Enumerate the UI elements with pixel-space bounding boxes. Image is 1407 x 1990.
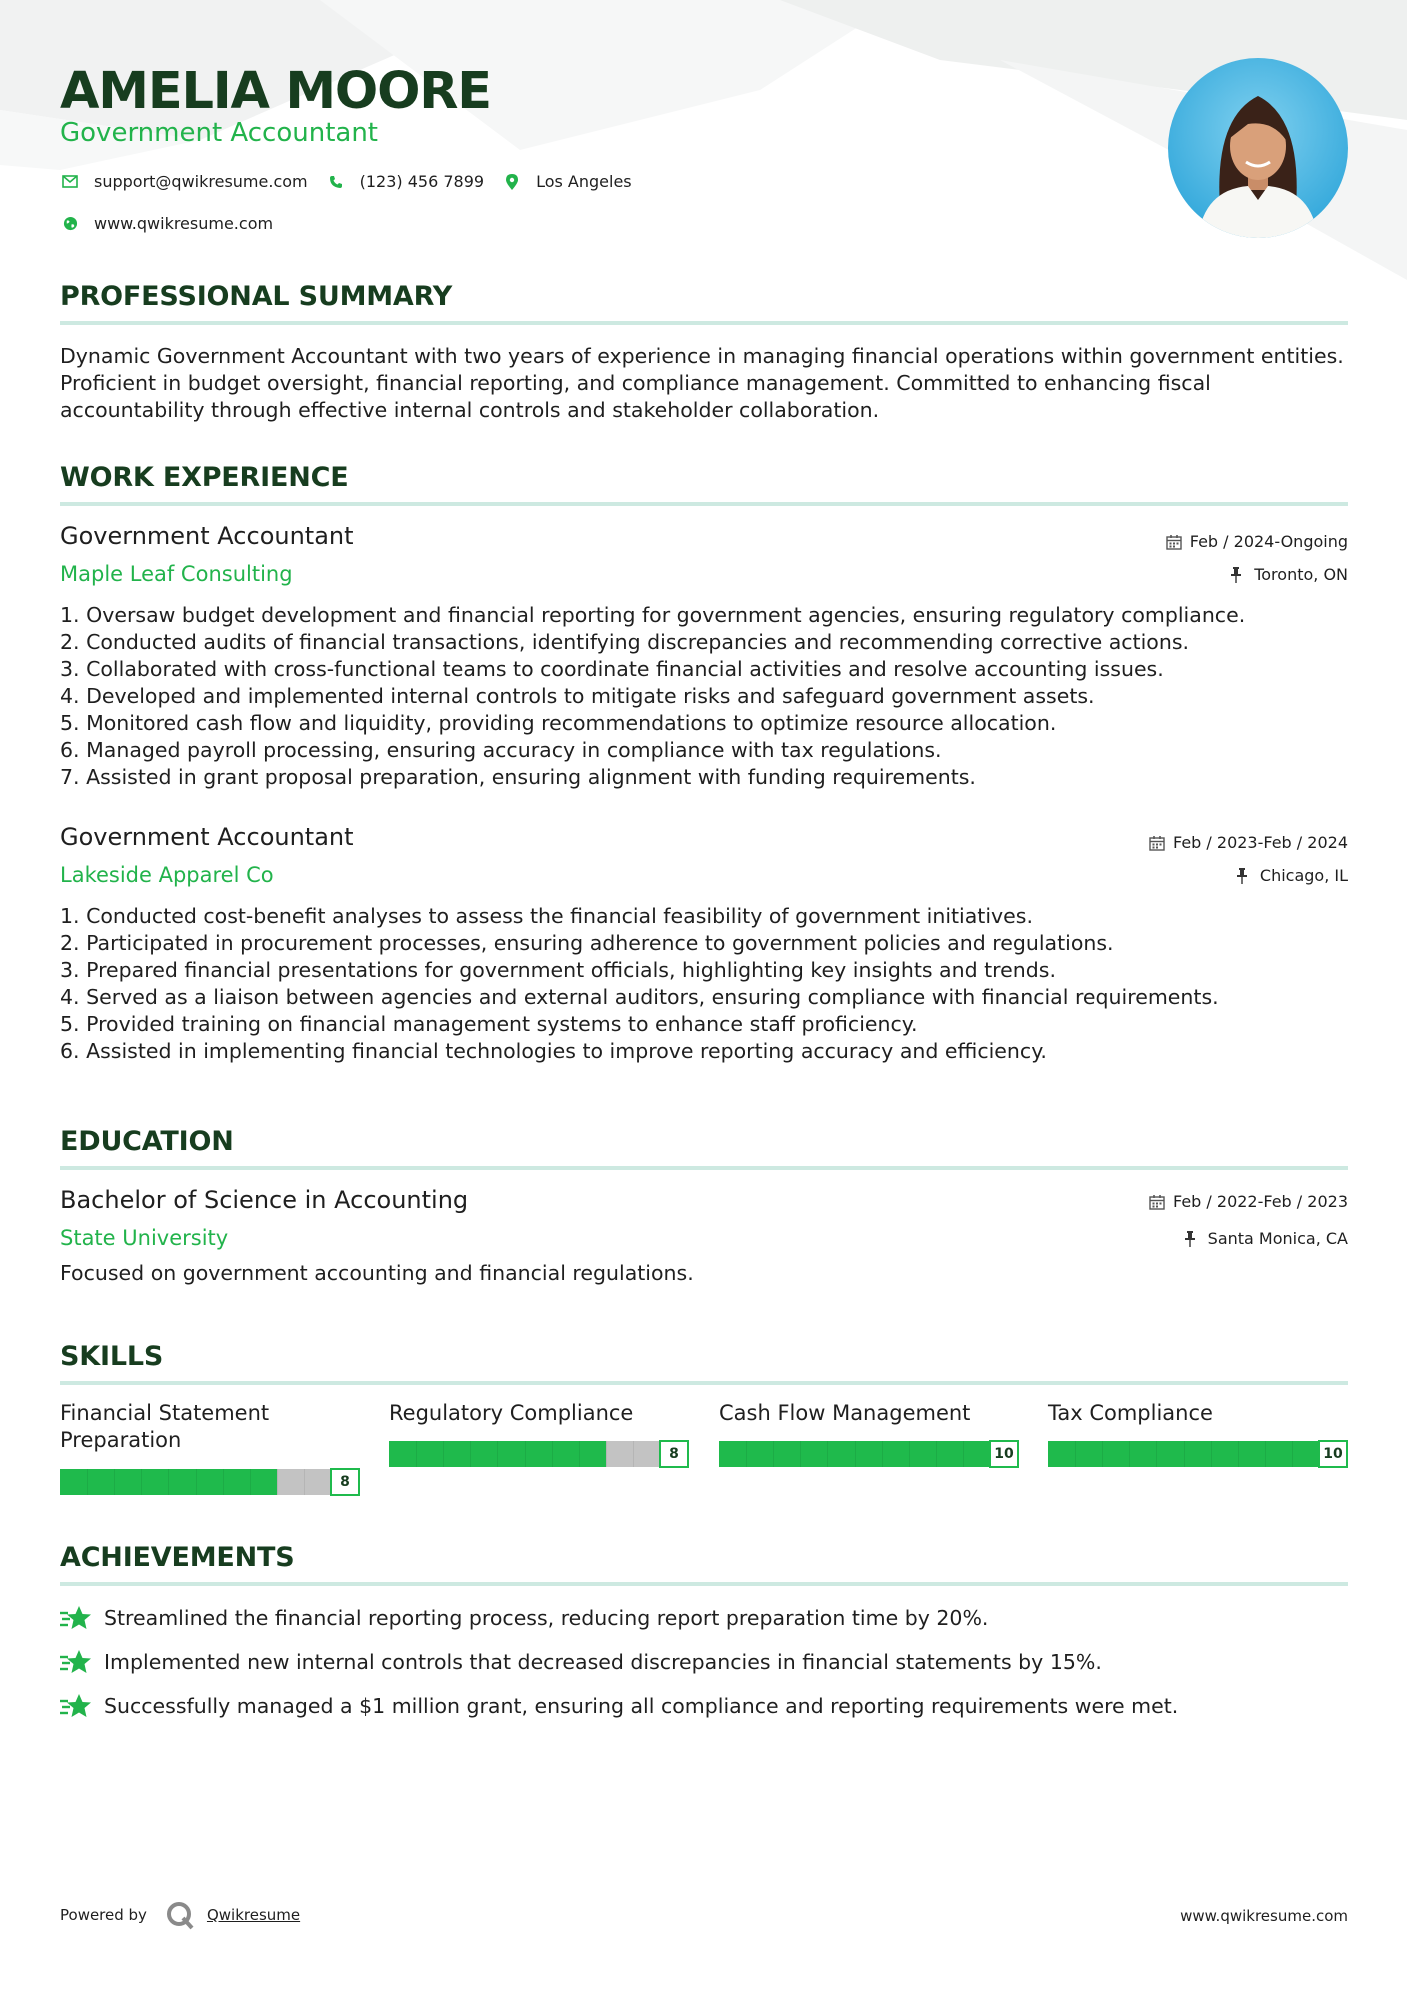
phone-icon	[326, 173, 346, 191]
skill-bar-segment	[827, 1441, 828, 1467]
skill-bar-segment	[1292, 1441, 1293, 1467]
job-location	[1236, 866, 1348, 885]
education-location	[1184, 1229, 1348, 1248]
skill-bar-segment	[114, 1469, 115, 1495]
skill-level-bar	[1048, 1440, 1348, 1468]
skill-bar-segment	[963, 1441, 964, 1467]
footer-website-link[interactable]: www.qwikresume.com	[1180, 1907, 1348, 1925]
job-title: Government Accountant	[60, 823, 354, 851]
education-location-text: Santa Monica, CA	[1207, 1229, 1348, 1248]
skill-bar-segment	[746, 1441, 747, 1467]
skill-bar-segment	[1238, 1441, 1239, 1467]
school-name: State University	[60, 1226, 229, 1250]
skill-score: 10	[1318, 1440, 1348, 1468]
skill-bar-segment	[633, 1441, 634, 1467]
job-bullets	[60, 903, 1348, 1065]
star-icon	[60, 1604, 92, 1632]
skill-bar-segment	[250, 1469, 251, 1495]
skill-bar-segment	[277, 1469, 278, 1495]
skill-item	[719, 1400, 1019, 1462]
job-bullets	[60, 602, 1348, 791]
education-dates-text: Feb / 2022-Feb / 2023	[1173, 1192, 1348, 1211]
skill-bar-segment	[223, 1469, 224, 1495]
qwikresume-link[interactable]: Qwikresume	[206, 1906, 301, 1924]
skill-bar-segment	[1265, 1441, 1266, 1467]
achievement-text: Successfully managed a $1 million grant, ensuring all compliance and reporting requirements were met.	[104, 1694, 1179, 1718]
section-divider	[60, 502, 1348, 506]
calendar-icon	[1149, 835, 1165, 851]
skill-score: 8	[659, 1440, 689, 1468]
skill-bar-segment	[470, 1441, 471, 1467]
section-title-skills: SKILLS	[60, 1341, 164, 1372]
skill-level-bar	[389, 1440, 689, 1468]
candidate-role: Government Accountant	[60, 118, 378, 148]
contact-row	[60, 172, 632, 191]
qwikresume-logo-icon	[165, 1900, 195, 1930]
job-title: Government Accountant	[60, 522, 354, 550]
skill-bar-segment	[416, 1441, 417, 1467]
profile-photo	[1168, 58, 1348, 238]
skill-bar-segment	[1156, 1441, 1157, 1467]
skill-bar-segment	[606, 1441, 607, 1467]
list-item: 5. Monitored cash flow and liquidity, providing recommendations to optimize resource allocation.	[60, 711, 1057, 735]
globe-icon	[60, 215, 80, 233]
location-text: Los Angeles	[536, 172, 632, 191]
skill-bar-segment	[855, 1441, 856, 1467]
skill-name: Cash Flow Management	[719, 1401, 971, 1425]
skill-bar-segment	[1075, 1441, 1076, 1467]
job-location-text: Toronto, ON	[1254, 565, 1348, 584]
skill-bar-segment	[800, 1441, 801, 1467]
pushpin-icon	[1230, 567, 1246, 583]
pushpin-icon	[1236, 868, 1252, 884]
achievement-item	[60, 1648, 1102, 1676]
list-item: 2. Participated in procurement processes, ensuring adherence to government policies and regulations.	[60, 931, 1114, 955]
skill-bar-segment	[773, 1441, 774, 1467]
list-item: 2. Conducted audits of financial transactions, identifying discrepancies and recommending corrective actions.	[60, 630, 1190, 654]
website-link[interactable]: www.qwikresume.com	[94, 214, 274, 233]
skill-bar-segment	[579, 1441, 580, 1467]
job-dates	[1149, 833, 1348, 852]
skill-bar-segment	[1129, 1441, 1130, 1467]
section-divider	[60, 321, 1348, 325]
skill-bar-segment	[882, 1441, 883, 1467]
skill-name: Financial Statement	[60, 1401, 270, 1425]
achievement-item	[60, 1692, 1178, 1720]
skill-item	[389, 1400, 689, 1462]
phone-number[interactable]: (123) 456 7899	[359, 172, 485, 191]
list-item: 5. Provided training on financial management systems to enhance staff proficiency.	[60, 1012, 918, 1036]
company-name: Maple Leaf Consulting	[60, 562, 293, 586]
education-description: Focused on government accounting and financial regulations.	[60, 1261, 694, 1285]
company-name: Lakeside Apparel Co	[60, 863, 274, 887]
list-item: 3. Collaborated with cross-functional teams to coordinate financial activities and resolve accounting issues.	[60, 657, 1164, 681]
job-dates	[1166, 532, 1348, 551]
section-title-summary: PROFESSIONAL SUMMARY	[60, 281, 453, 312]
list-item: 6. Managed payroll processing, ensuring accuracy in compliance with tax regulations.	[60, 738, 942, 762]
skill-level-bar	[60, 1468, 360, 1496]
list-item: 4. Developed and implemented internal controls to mitigate risks and safeguard government assets.	[60, 684, 1095, 708]
candidate-name: AMELIA MOORE	[60, 62, 491, 121]
star-icon	[60, 1648, 92, 1676]
achievement-item	[60, 1604, 988, 1632]
section-title-achievements: ACHIEVEMENTS	[60, 1542, 295, 1573]
section-divider	[60, 1166, 1348, 1170]
skill-bar-segment	[1184, 1441, 1185, 1467]
list-item: 7. Assisted in grant proposal preparation, ensuring alignment with funding requirements.	[60, 765, 976, 789]
list-item: 1. Oversaw budget development and financial reporting for government agencies, ensuring regulatory compliance.	[60, 603, 1246, 627]
skill-score: 10	[989, 1440, 1019, 1468]
skill-bar-segment	[443, 1441, 444, 1467]
envelope-icon	[60, 173, 80, 191]
powered-by-label: Powered by	[60, 1906, 147, 1924]
skill-bar-segment	[525, 1441, 526, 1467]
job-location	[1230, 565, 1348, 584]
pushpin-icon	[1184, 1231, 1200, 1247]
job-dates-text: Feb / 2024-Ongoing	[1189, 532, 1348, 551]
skill-item	[1048, 1400, 1348, 1462]
section-divider	[60, 1381, 1348, 1385]
skill-bar-segment	[141, 1469, 142, 1495]
map-pin-icon	[502, 173, 522, 191]
website-row	[60, 214, 273, 233]
skill-bar-segment	[304, 1469, 305, 1495]
section-divider	[60, 1582, 1348, 1586]
list-item: 4. Served as a liaison between agencies and external auditors, ensuring compliance with financial requirements.	[60, 985, 1219, 1009]
skill-score: 8	[330, 1468, 360, 1496]
email-link[interactable]: support@qwikresume.com	[94, 172, 308, 191]
skill-bar-segment	[497, 1441, 498, 1467]
section-title-education: EDUCATION	[60, 1126, 234, 1157]
skill-name: Preparation	[60, 1428, 182, 1452]
skill-bar-segment	[196, 1469, 197, 1495]
summary-text: Dynamic Government Accountant with two years of experience in managing financial operations within government entities. Proficient in budget oversight, financial reporting, and compliance management. Committed to enhancing fiscal accountability through effective internal controls and stakeholder collaboration.	[60, 344, 1344, 422]
skill-name: Tax Compliance	[1048, 1401, 1213, 1425]
skill-bar-segment	[552, 1441, 553, 1467]
skill-level-bar	[719, 1440, 1019, 1468]
skill-bar-segment	[1102, 1441, 1103, 1467]
calendar-icon	[1149, 1194, 1165, 1210]
skill-bar-segment	[168, 1469, 169, 1495]
skill-name: Regulatory Compliance	[389, 1401, 634, 1425]
skill-bar-segment	[1211, 1441, 1212, 1467]
degree-title: Bachelor of Science in Accounting	[60, 1186, 469, 1214]
list-item: 1. Conducted cost-benefit analyses to assess the financial feasibility of government initiatives.	[60, 904, 1033, 928]
skill-bar-segment	[936, 1441, 937, 1467]
section-title-experience: WORK EXPERIENCE	[60, 462, 349, 493]
job-dates-text: Feb / 2023-Feb / 2024	[1173, 833, 1348, 852]
footer-branding	[60, 1900, 300, 1930]
skill-item	[60, 1400, 360, 1490]
skill-bar-segment	[909, 1441, 910, 1467]
job-location-text: Chicago, IL	[1259, 866, 1348, 885]
calendar-icon	[1166, 534, 1182, 550]
star-icon	[60, 1692, 92, 1720]
list-item: 3. Prepared financial presentations for government officials, highlighting key insights and trends.	[60, 958, 1056, 982]
skill-bar-segment	[87, 1469, 88, 1495]
achievement-text: Streamlined the financial reporting process, reducing report preparation time by 20%.	[104, 1606, 989, 1630]
achievement-text: Implemented new internal controls that decreased discrepancies in financial statements by 15%.	[104, 1650, 1102, 1674]
list-item: 6. Assisted in implementing financial technologies to improve reporting accuracy and efficiency.	[60, 1039, 1047, 1063]
education-dates	[1149, 1192, 1348, 1211]
